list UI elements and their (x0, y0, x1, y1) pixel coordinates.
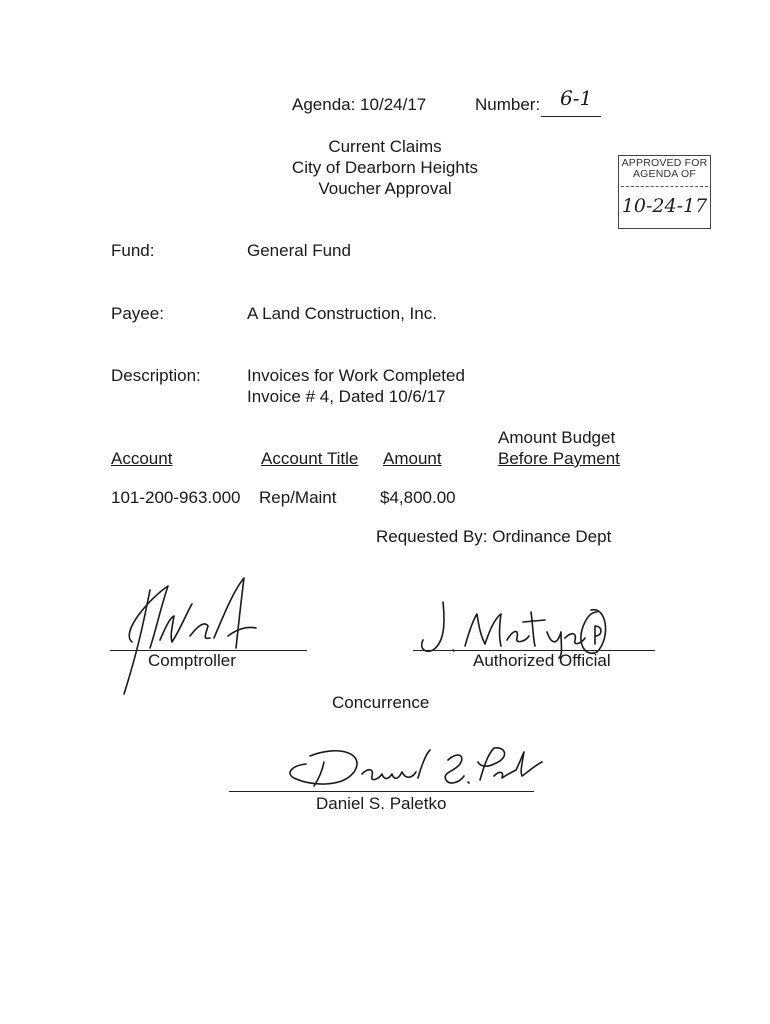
header-budget-line1: Amount Budget (498, 428, 616, 447)
comptroller-signature (110, 570, 270, 700)
concurrence-signature (280, 742, 550, 798)
concurrence-line (229, 791, 534, 792)
payee-label: Payee: (111, 304, 164, 323)
official-label: Authorized Official (473, 651, 611, 670)
header-account: Account (111, 449, 173, 468)
fund-value: General Fund (247, 241, 351, 260)
title-line1: Current Claims (328, 137, 442, 156)
stamp-date: 10-24-17 (621, 195, 708, 217)
header-amount: Amount (383, 449, 442, 468)
title-line2: City of Dearborn Heights (291, 158, 479, 177)
requested-by: Requested By: Ordinance Dept (376, 527, 612, 546)
stamp-label: APPROVED FOR AGENDA OF (621, 157, 708, 180)
description-line2: Invoice # 4, Dated 10/6/17 (247, 387, 446, 406)
row-amount: $4,800.00 (380, 488, 456, 507)
title-line3: Voucher Approval (318, 179, 452, 198)
number-underline (541, 116, 601, 117)
approval-stamp (618, 155, 711, 229)
number-label: Number: (475, 95, 541, 114)
description-label: Description: (111, 366, 201, 385)
description-line1: Invoices for Work Completed (247, 366, 465, 385)
concurrence-name: Daniel S. Paletko (316, 794, 447, 813)
row-account: 101-200-963.000 (111, 488, 241, 507)
row-account-title: Rep/Maint (259, 488, 337, 507)
payee-value: A Land Construction, Inc. (247, 304, 437, 323)
agenda-date: Agenda: 10/24/17 (292, 95, 427, 114)
fund-label: Fund: (111, 241, 155, 260)
number-value: 6-1 (560, 86, 593, 110)
stamp-divider (621, 186, 708, 187)
concurrence-label: Concurrence (332, 693, 430, 712)
header-budget-line2: Before Payment (498, 449, 620, 468)
header-account-title: Account Title (261, 449, 359, 468)
comptroller-label: Comptroller (148, 651, 236, 670)
